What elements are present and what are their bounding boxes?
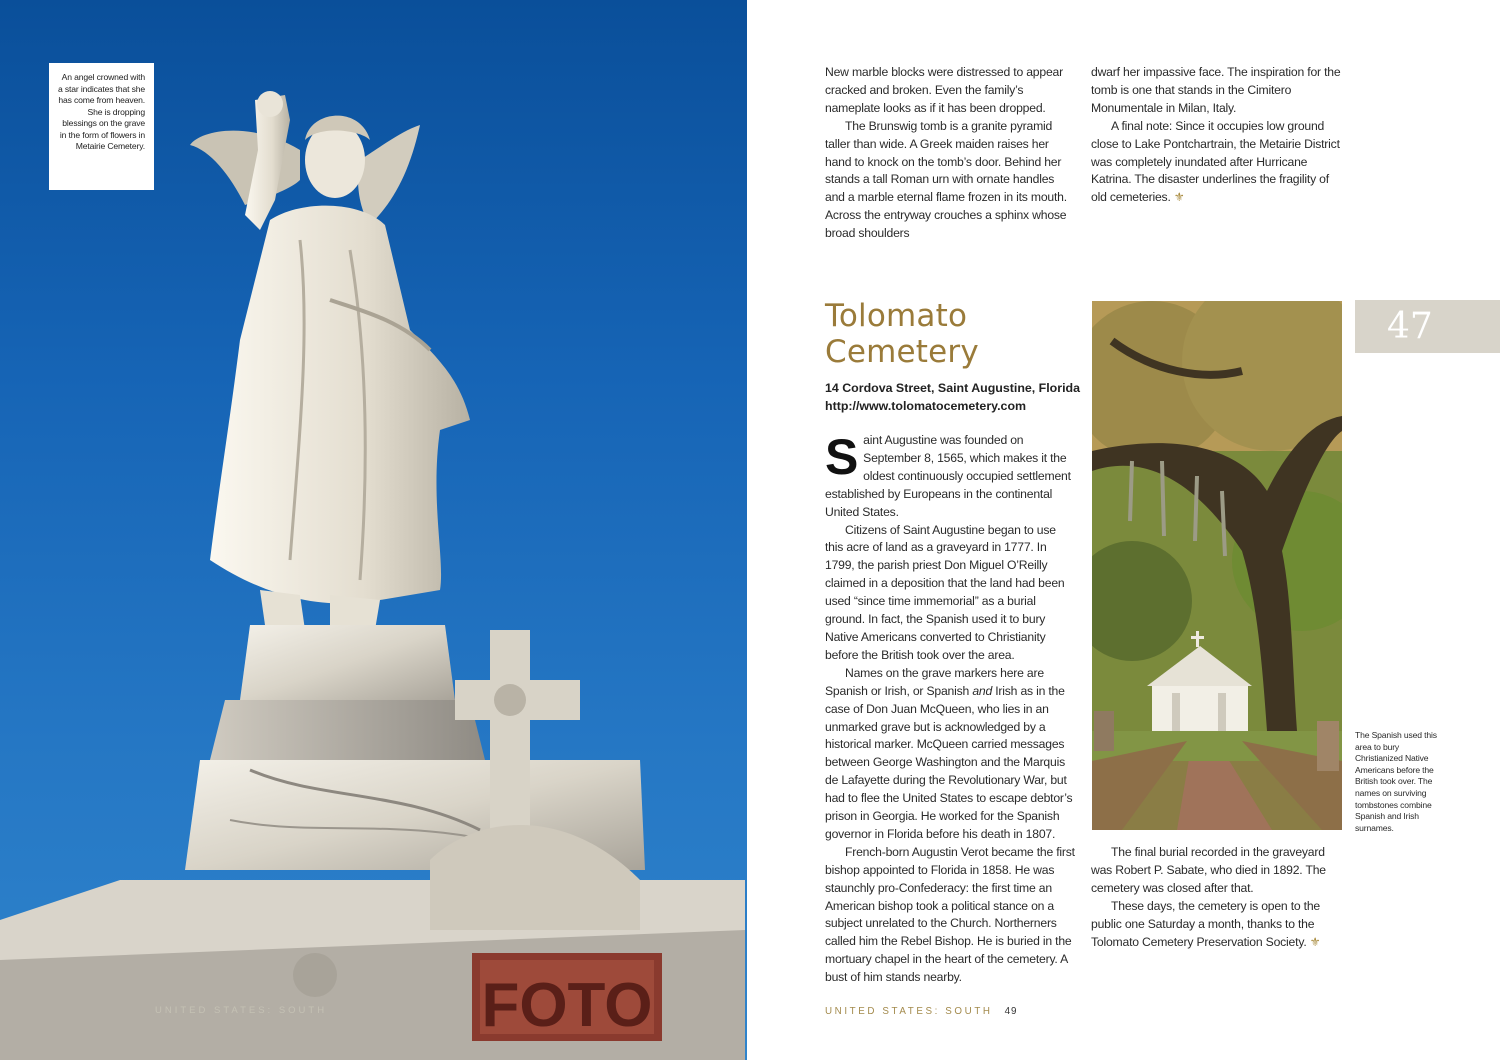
continued-text-column-1 [825, 64, 1077, 243]
cemetery-chapel-photo [1092, 301, 1342, 830]
angel-photo-caption: An angel crowned with a star indicates that she has come from heaven. She is dropping blessings on the grave in the form of flowers in Metairie Cemetery. [49, 63, 154, 190]
street-address: 14 Cordova Street, Saint Augustine, Florida [825, 381, 1080, 395]
paragraph: A final note: Since it occupies low ground close to Lake Pontchartrain, the Metairie District was completely inundated after Hurricane Katrina. The disaster underlines the fragility of old cemeteries. ⚜ [1091, 118, 1340, 205]
oak-and-chapel-illustration [1092, 301, 1342, 830]
footer-section-label: UNITED STATES: SOUTH [825, 1006, 993, 1017]
entry-address [825, 379, 1085, 415]
entry-text-column-2 [1091, 844, 1343, 951]
cemetery-photo-caption: The Spanish used this area to bury Christianized Native Americans before the British took over. The names on surviving tombstones combine Spanish and Irish surnames. [1355, 730, 1437, 833]
entry-text-column-1 [825, 429, 1077, 987]
entry-title: Tolomato Cemetery [825, 298, 979, 370]
paragraph: dwarf her impassive face. The inspiration for the tomb is one that stands in the Cimitero Monumentale in Milan, Italy. [1091, 65, 1341, 115]
drop-cap: S [825, 429, 859, 485]
tomb-nameplate: FOTO [481, 971, 653, 1040]
fleur-de-lis-icon: ⚜ [1309, 934, 1321, 949]
paragraph: The Brunswig tomb is a granite pyramid taller than wide. A Greek maiden raises her hand to knock on the tomb’s door. Behind her stands a tall Roman urn with ornate handles and a marble eternal flame frozen in its mouth. Across the entryway crouches a sphinx whose broad shoulders [825, 118, 1067, 241]
paragraph: These days, the cemetery is open to the public one Saturday a month, thanks to the Tolomato Cemetery Preservation Society. ⚜ [1091, 898, 1321, 949]
paragraph: New marble blocks were distressed to appear cracked and broken. Even the family’s nameplate looks as if it has been dropped. [825, 65, 1063, 115]
paragraph: French-born Augustin Verot became the first bishop appointed to Florida in 1858. He was staunchly pro-Confederacy: the first time an American bishop took a political stance on a subject unrelated to the Church. Northerners called him the Rebel Bishop. He is buried in the mortuary chapel in the heart of the cemetery. A bust of him stands nearby. [825, 844, 1075, 985]
opening-paragraph: Saint Augustine was founded on September 8, 1565, which makes it the oldest continuously occupied settlement established by Europeans in the continental United States. [825, 429, 1071, 519]
paragraph: Names on the grave markers here are Spanish or Irish, or Spanish and Irish as in the case of Don Juan McQueen, who lies in an unmarked grave but is acknowledged by a historical marker. McQueen carried messages between George Washington and the Marquis de Lafayette during the Revolutionary War, but had to flee the United States to escape debtor’s prison in Georgia. He worked for the Spanish governor in Florida before his death in 1807. [825, 665, 1073, 841]
fleur-de-lis-icon: ⚜ [1173, 190, 1185, 205]
page-footer [825, 1006, 1017, 1017]
left-page-folio: UNITED STATES: SOUTH [155, 1005, 328, 1016]
continued-text-column-2 [1091, 64, 1343, 207]
paragraph: Citizens of Saint Augustine began to use this acre of land as a graveyard in 1777. In 1799, the parish priest Don Miguel O’Reilly claimed in a deposition that the land had been used “since time immemorial” as a burial ground. In fact, the Spanish used it to bury Native Americans converted to Christianity before the British took over the area. [825, 522, 1065, 662]
angel-statue-photo [0, 0, 747, 1060]
website-link[interactable]: http://www.tolomatocemetery.com [825, 399, 1027, 413]
page-number: 49 [1004, 1006, 1018, 1017]
entry-number-badge: 47 [1355, 300, 1500, 353]
paragraph: The final burial recorded in the graveyard was Robert P. Sabate, who died in 1892. The cemetery was closed after that. [1091, 845, 1326, 895]
